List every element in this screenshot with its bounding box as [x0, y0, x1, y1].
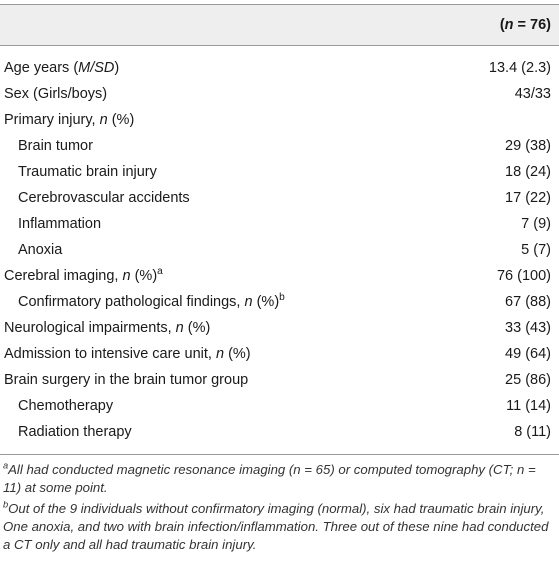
n-symbol: n	[504, 17, 514, 33]
label-italic: n	[244, 294, 253, 310]
label-text: Brain tumor	[18, 138, 93, 154]
label-italic: n	[175, 320, 184, 336]
label-text: Primary injury,	[4, 112, 100, 128]
bottom-rule	[0, 454, 559, 455]
label-text: Cerebral imaging,	[4, 268, 123, 284]
row-label	[18, 396, 113, 416]
table-row	[0, 266, 559, 292]
label-text: Confirmatory pathological findings,	[18, 294, 245, 310]
row-label	[18, 136, 93, 156]
footnote-b	[3, 500, 551, 555]
label-suffix: )	[114, 60, 120, 76]
row-value: 17 (22)	[505, 190, 551, 206]
table-body	[0, 58, 559, 448]
label-suffix: (%)	[252, 294, 280, 310]
label-italic: n	[99, 112, 108, 128]
label-text: Neurological impairments,	[4, 320, 176, 336]
row-value: 11 (14)	[506, 398, 551, 414]
table-row	[0, 162, 559, 188]
row-label	[4, 84, 107, 104]
row-value: 18 (24)	[505, 164, 551, 180]
header-rule	[0, 45, 559, 46]
row-value: 5 (7)	[521, 242, 551, 258]
row-label	[4, 266, 163, 286]
row-value: 29 (38)	[505, 138, 551, 154]
n-value: = 76)	[513, 17, 551, 33]
row-label	[4, 318, 210, 338]
row-value: 43/33	[514, 86, 551, 102]
label-text: Chemotherapy	[18, 398, 114, 414]
row-label	[18, 240, 62, 260]
row-value: 25 (86)	[505, 372, 551, 388]
row-label	[4, 370, 248, 390]
label-suffix: (%)	[224, 346, 251, 362]
footnote-text: Out of the 9 individuals without confirmatory imaging (normal), six had traumatic brain injury, One anoxia, and two with brain infection/inflammation. Three out of these nine had conducted a CT only and all had traumatic brain injury.	[3, 500, 549, 553]
row-value: 67 (88)	[505, 294, 551, 310]
label-italic: n	[215, 346, 225, 362]
row-label	[4, 58, 119, 78]
row-label	[4, 110, 134, 130]
sample-size-header: (n = 76)	[499, 17, 551, 33]
row-label	[18, 214, 101, 234]
footnote-a	[3, 461, 551, 498]
label-suffix: (%)	[130, 268, 158, 284]
table-footnotes	[3, 461, 551, 556]
label-text: Traumatic brain injury	[18, 164, 157, 180]
label-italic: n	[122, 268, 131, 284]
label-italic: M/SD	[78, 60, 115, 76]
row-value: 8 (11)	[514, 424, 551, 440]
row-label	[18, 188, 190, 208]
table-row	[0, 240, 559, 266]
table-row	[0, 292, 559, 318]
footnote-mark: b	[3, 499, 9, 510]
label-text: Sex (Girls/boys)	[4, 86, 108, 102]
footnote-mark: a	[3, 460, 9, 471]
row-label	[4, 344, 251, 364]
label-text: Radiation therapy	[18, 424, 132, 440]
row-value: 7 (9)	[521, 216, 551, 232]
footnote-text: All had conducted magnetic resonance imaging (n = 65) or computed tomography (CT; n = 11) at some point.	[3, 462, 536, 496]
table-row	[0, 396, 559, 422]
table-row	[0, 318, 559, 344]
label-text: Anoxia	[18, 242, 63, 258]
table-row	[0, 370, 559, 396]
row-value: 49 (64)	[505, 346, 551, 362]
label-suffix: (%)	[183, 320, 211, 336]
row-value: 13.4 (2.3)	[488, 60, 551, 76]
label-text: Age years (	[4, 60, 79, 76]
row-label	[18, 162, 157, 182]
label-text: Admission to intensive care unit,	[4, 346, 216, 362]
label-suffix: (%)	[107, 112, 135, 128]
table-row	[0, 84, 559, 110]
table-row	[0, 188, 559, 214]
row-label	[18, 422, 132, 442]
label-text: Inflammation	[18, 216, 102, 232]
table-row	[0, 344, 559, 370]
table-row	[0, 214, 559, 240]
table-row	[0, 422, 559, 448]
row-label	[18, 292, 285, 312]
label-text: Cerebrovascular accidents	[18, 190, 190, 206]
row-value: 76 (100)	[496, 268, 551, 284]
footnote-ref: b	[279, 292, 285, 304]
table-row	[0, 136, 559, 162]
footnote-ref: a	[157, 266, 163, 278]
table-row	[0, 58, 559, 84]
row-value: 33 (43)	[505, 320, 551, 336]
table-header	[0, 5, 559, 45]
table-row	[0, 110, 559, 136]
label-text: Brain surgery in the brain tumor group	[4, 372, 249, 388]
